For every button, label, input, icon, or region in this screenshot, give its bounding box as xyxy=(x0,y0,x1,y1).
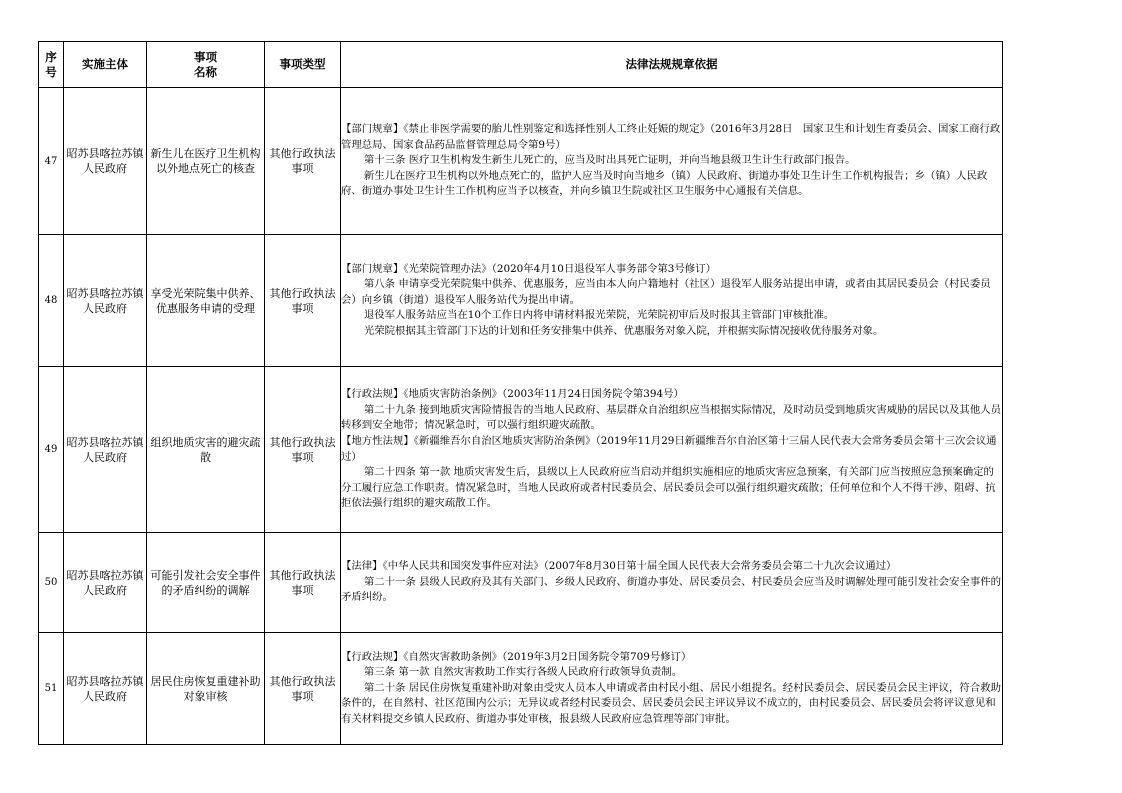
item-type: 其他行政执法事项 xyxy=(265,367,341,533)
legal-basis xyxy=(341,633,1003,745)
legal-basis xyxy=(341,88,1003,235)
row-number: 47 xyxy=(39,88,64,235)
item-type: 其他行政执法事项 xyxy=(265,533,341,633)
basis-article: 第二十条 居民住房恢复重建补助对象由受灾人员本人申请或者由村民小组、居民小组提名。经村民委员会、居民委员会民主评议，符合救助条件的，在自然村、社区范围内公示；无异议或者经村民委员会、居民委员会民主评议异议不成立的，由村民委员会、居民委员会将评议意见和有关材料提交乡镇人民政府、街道办事处审核，报县级人民政府应急管理等部门审批。 xyxy=(341,681,1001,725)
table-row xyxy=(39,235,1003,367)
table-header-row xyxy=(39,42,1003,88)
basis-article: 光荣院根据其主管部门下达的计划和任务安排集中供养、优惠服务对象入院，并根据实际情况接收优待服务对象。 xyxy=(363,324,884,337)
row-number: 49 xyxy=(39,367,64,533)
table-row xyxy=(39,88,1003,235)
basis-source: 【部门规章】《光荣院管理办法》（2020年4月10日退役军人事务部令第3号修订） xyxy=(341,262,716,275)
basis-source: 【法律】《中华人民共和国突发事件应对法》（2007年8月30日第十届全国人民代表大会常务委员会第二十九次会议通过） xyxy=(341,560,897,573)
basis-article: 第二十四条 第一款 地质灾害发生后，县级以上人民政府应当启动并组织实施相应的地质灾害应急预案，有关部门应当按照应急预案确定的分工履行应急工作职责。情况紧急时，当地人民政府或者村民委员会、居民委员会可以强行组织避灾疏散；任何单位和个人不得干涉、阻碍、抗拒依法强行组织的避灾疏散工作。 xyxy=(341,466,996,510)
item-type: 其他行政执法事项 xyxy=(265,633,341,745)
implementing-body: 昭苏县喀拉苏镇人民政府 xyxy=(64,633,147,745)
header-item-type: 事项类型 xyxy=(265,42,341,88)
item-name: 可能引发社会安全事件的矛盾纠纷的调解 xyxy=(147,533,265,633)
basis-article: 新生儿在医疗卫生机构以外地点死亡的，监护人应当及时向当地乡（镇）人民政府、街道办事处卫生计生工作机构报告；乡（镇）人民政府、街道办事处卫生计生工作机构应当予以核查，并向乡镇卫生院或社区卫生服务中心通报有关信息。 xyxy=(341,169,988,198)
item-type: 其他行政执法事项 xyxy=(265,88,341,235)
basis-article: 第十三条 医疗卫生机构发生新生儿死亡的，应当及时出具死亡证明，并向当地县级卫生计生行政部门报告。 xyxy=(363,154,856,167)
table-row xyxy=(39,367,1003,533)
regulation-table xyxy=(38,41,1003,745)
basis-source: 【地方性法规】《新疆维吾尔自治区地质灾害防治条例》（2019年11月29日新疆维吾尔自治区第十三届人民代表大会常务委员会第十三次会议通过） xyxy=(341,434,997,463)
header-item-name: 事项 名称 xyxy=(147,42,265,88)
basis-article: 第三条 第一款 自然灾害救助工作实行各级人民政府行政领导负责制。 xyxy=(363,666,683,679)
basis-article: 第二十九条 接到地质灾害险情报告的当地人民政府、基层群众自治组织应当根据实际情况，及时动员受到地质灾害威胁的居民以及其他人员转移到安全地带；情况紧急时，可以强行组织避灾疏散。 xyxy=(341,403,1001,432)
header-legal-basis: 法律法规规章依据 xyxy=(341,42,1003,88)
basis-source: 【行政法规】《地质灾害防治条例》（2003年11月24日国务院令第394号） xyxy=(341,388,684,401)
table-row xyxy=(39,533,1003,633)
basis-article: 第二十一条 县级人民政府及其有关部门、乡级人民政府、街道办事处、居民委员会、村民委员会应当及时调解处理可能引发社会安全事件的矛盾纠纷。 xyxy=(341,575,1001,604)
implementing-body: 昭苏县喀拉苏镇人民政府 xyxy=(64,88,147,235)
implementing-body: 昭苏县喀拉苏镇人民政府 xyxy=(64,533,147,633)
row-number: 48 xyxy=(39,235,64,367)
item-type: 其他行政执法事项 xyxy=(265,235,341,367)
row-number: 51 xyxy=(39,633,64,745)
header-serial-number: 序 号 xyxy=(39,42,64,88)
implementing-body: 昭苏县喀拉苏镇人民政府 xyxy=(64,367,147,533)
header-implementing-body: 实施主体 xyxy=(64,42,147,88)
legal-basis xyxy=(341,367,1003,533)
basis-source: 【部门规章】《禁止非医学需要的胎儿性别鉴定和选择性别人工终止妊娠的规定》（2016年3月28日 国家卫生和计划生育委员会、国家工商行政管理总局、国家食品药品监督管理总局令第9号） xyxy=(341,123,1001,151)
legal-basis xyxy=(341,533,1003,633)
item-name: 享受光荣院集中供养、优惠服务申请的受理 xyxy=(147,235,265,367)
row-number: 50 xyxy=(39,533,64,633)
basis-article: 退役军人服务站应当在10个工作日内将申请材料报光荣院，光荣院初审后及时报其主管部门审核批准。 xyxy=(363,309,835,322)
basis-article: 第八条 申请享受光荣院集中供养、优惠服务，应当由本人向户籍地村（社区）退役军人服务站提出申请，或者由其居民委员会（村民委员会）向乡镇（街道）退役军人服务站代为提出申请。 xyxy=(341,278,991,306)
item-name: 组织地质灾害的避灾疏散 xyxy=(147,367,265,533)
implementing-body: 昭苏县喀拉苏镇人民政府 xyxy=(64,235,147,367)
item-name: 新生儿在医疗卫生机构以外地点死亡的核查 xyxy=(147,88,265,235)
item-name: 居民住房恢复重建补助对象审核 xyxy=(147,633,265,745)
table-row xyxy=(39,633,1003,745)
legal-basis xyxy=(341,235,1003,367)
basis-source: 【行政法规】《自然灾害救助条例》（2019年3月2日国务院令第709号修订） xyxy=(341,650,692,663)
